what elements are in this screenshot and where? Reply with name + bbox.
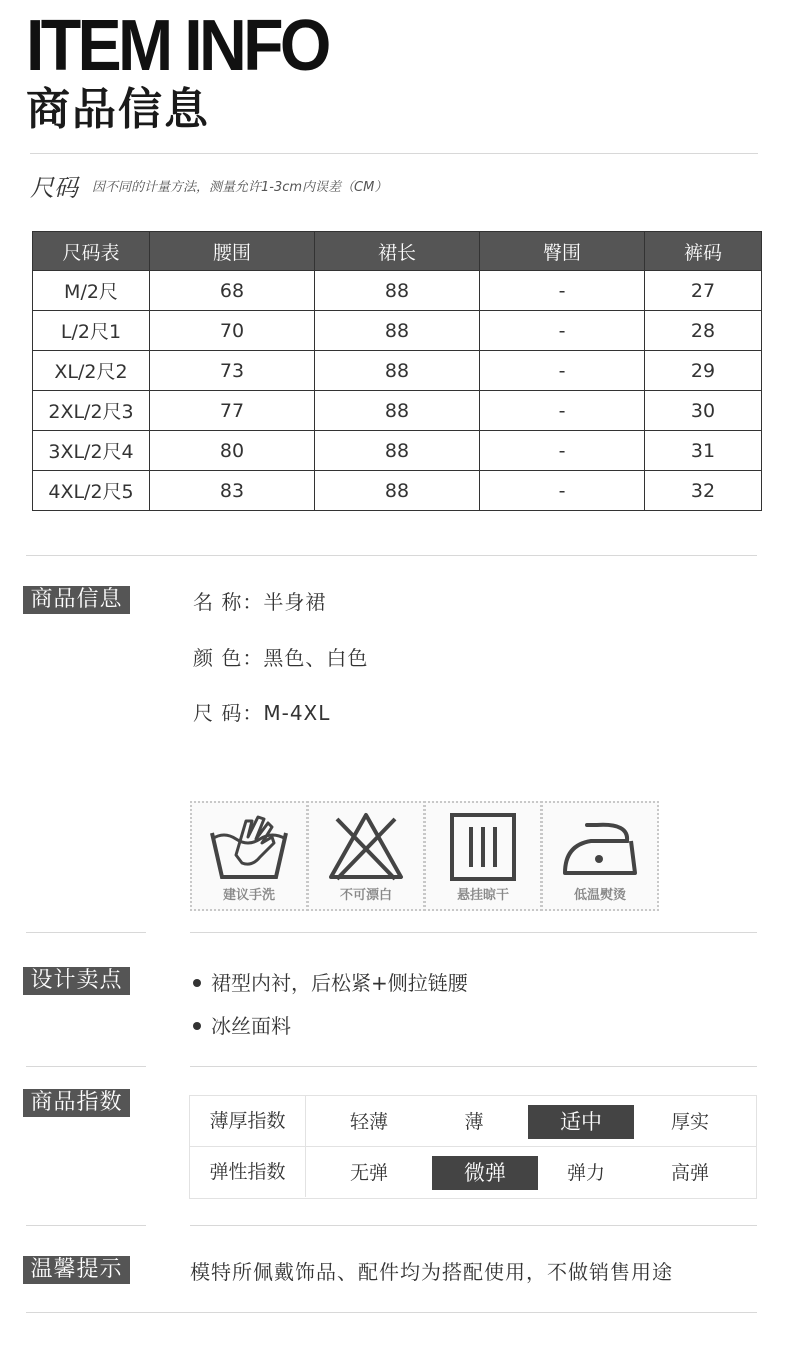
divider [26, 555, 757, 556]
divider [190, 1066, 757, 1067]
size-note: 因不同的计量方法，测量允许1-3cm内误差（CM） [92, 180, 388, 195]
column-header: 尺码表 [33, 232, 150, 271]
list-item [193, 967, 468, 996]
divider [26, 1066, 146, 1067]
thickness-option: 薄 [464, 1111, 484, 1133]
index-table [189, 1095, 757, 1199]
column-header: 腰围 [150, 232, 315, 271]
table-cell: M/2尺 [33, 271, 150, 311]
table-row [33, 271, 762, 311]
table-cell: 88 [315, 311, 480, 351]
table-cell: - [480, 351, 645, 391]
page-title-cn: 商品信息 [26, 84, 210, 135]
bullet-dot [193, 1022, 201, 1030]
product-name: 名 称：半身裙 [193, 590, 327, 614]
column-header: 裙长 [315, 232, 480, 271]
table-row [33, 471, 762, 511]
elasticity-option: 无弹 [349, 1162, 388, 1184]
divider [26, 932, 146, 933]
care-item [307, 801, 425, 911]
table-cell: 70 [150, 311, 315, 351]
table-cell: 88 [315, 471, 480, 511]
section-label-tips: 温馨提示 [23, 1256, 130, 1284]
table-cell: XL/2尺2 [33, 351, 150, 391]
table-cell: - [480, 391, 645, 431]
elasticity-option: 弹力 [566, 1162, 605, 1184]
table-cell: 77 [150, 391, 315, 431]
care-label: 低温熨烫 [573, 888, 626, 903]
section-label-design: 设计卖点 [23, 967, 130, 995]
design-point: 裙型内衬，后松紧+侧拉链腰 [211, 971, 468, 995]
page-title-en: ITEM INFO [26, 6, 328, 86]
divider [26, 1225, 146, 1226]
elasticity-row [190, 1147, 756, 1197]
care-label: 建议手洗 [222, 888, 275, 903]
column-header: 裤码 [645, 232, 762, 271]
table-cell: - [480, 471, 645, 511]
table-cell: - [480, 311, 645, 351]
thickness-label: 薄厚指数 [190, 1096, 306, 1146]
table-cell: 73 [150, 351, 315, 391]
table-cell: 83 [150, 471, 315, 511]
table-row [33, 351, 762, 391]
design-point: 冰丝面料 [211, 1014, 291, 1038]
low-iron-icon [557, 811, 643, 883]
care-item [190, 801, 308, 911]
section-label-index: 商品指数 [23, 1089, 130, 1117]
divider [190, 932, 757, 933]
tips-text: 模特所佩戴饰品、配件均为搭配使用，不做销售用途 [190, 1260, 673, 1284]
thickness-option: 厚实 [670, 1111, 709, 1133]
table-cell: - [480, 271, 645, 311]
table-cell: 30 [645, 391, 762, 431]
table-cell: L/2尺1 [33, 311, 150, 351]
table-cell: 68 [150, 271, 315, 311]
elasticity-option-selected: 微弹 [432, 1156, 538, 1190]
table-cell: 29 [645, 351, 762, 391]
table-cell: 2XL/2尺3 [33, 391, 150, 431]
care-label: 不可漂白 [339, 888, 392, 903]
table-cell: 88 [315, 351, 480, 391]
table-cell: 32 [645, 471, 762, 511]
table-cell: 88 [315, 431, 480, 471]
table-cell: 88 [315, 391, 480, 431]
table-header-row [33, 232, 762, 271]
thickness-option: 轻薄 [349, 1111, 388, 1133]
list-item [193, 1010, 291, 1039]
no-bleach-icon [323, 811, 409, 883]
care-item [541, 801, 659, 911]
size-table [32, 231, 762, 511]
elasticity-label: 弹性指数 [190, 1147, 306, 1197]
elasticity-option: 高弹 [670, 1162, 709, 1184]
table-cell: 3XL/2尺4 [33, 431, 150, 471]
table-row [33, 391, 762, 431]
column-header: 臀围 [480, 232, 645, 271]
product-size: 尺 码：M-4XL [193, 701, 331, 725]
table-cell: 28 [645, 311, 762, 351]
thickness-option-selected: 适中 [528, 1105, 634, 1139]
section-label-product: 商品信息 [23, 586, 130, 614]
care-item [424, 801, 542, 911]
care-icons [190, 801, 658, 909]
table-cell: 27 [645, 271, 762, 311]
table-cell: 88 [315, 271, 480, 311]
hand-wash-icon [206, 811, 292, 883]
table-cell: 31 [645, 431, 762, 471]
divider [26, 1312, 757, 1313]
table-row [33, 431, 762, 471]
product-color: 颜 色：黑色、白色 [193, 646, 369, 670]
table-cell: 4XL/2尺5 [33, 471, 150, 511]
divider [190, 1225, 757, 1226]
table-row [33, 311, 762, 351]
bullet-dot [193, 979, 201, 987]
table-cell: 80 [150, 431, 315, 471]
hang-dry-icon [440, 811, 526, 883]
table-cell: - [480, 431, 645, 471]
thickness-row [190, 1096, 756, 1147]
care-label: 悬挂晾干 [456, 888, 509, 903]
divider [30, 153, 758, 154]
size-heading: 尺码 [30, 174, 78, 202]
